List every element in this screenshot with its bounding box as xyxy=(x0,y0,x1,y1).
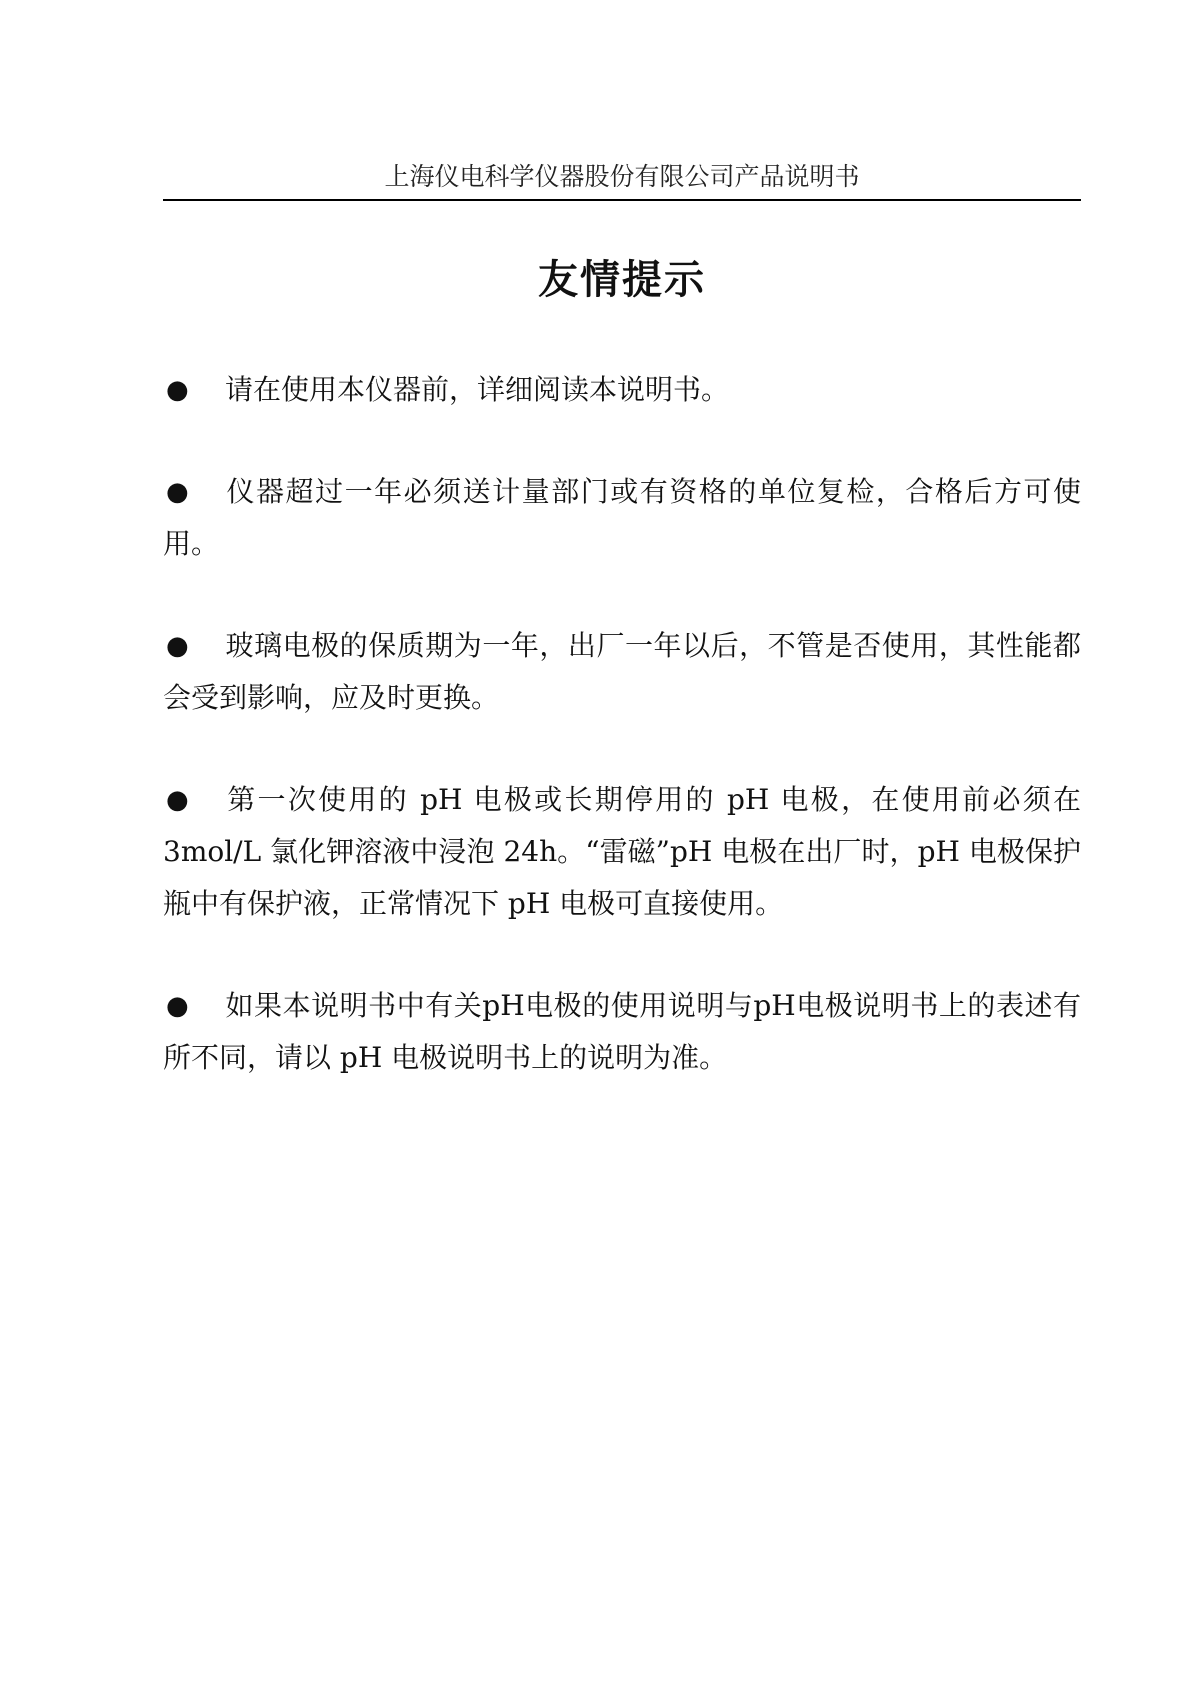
header-divider xyxy=(163,199,1081,201)
tip-text: 请在使用本仪器前，详细阅读本说明书。 xyxy=(225,373,730,406)
document-header: 上海仪电科学仪器股份有限公司产品说明书 xyxy=(384,162,860,191)
page-title: 友情提示 xyxy=(538,256,706,303)
tip-text: 仪器超过一年必须送计量部门或有资格的单位复检，合格后方可使用。 xyxy=(163,475,1081,560)
tip-item xyxy=(163,466,1081,570)
bullet-icon: ● xyxy=(166,631,189,661)
bullet-icon: ● xyxy=(166,477,189,507)
tip-item xyxy=(163,364,1081,416)
tip-text: 如果本说明书中有关pH电极的使用说明与pH电极说明书上的表述有所不同，请以 pH 电极说明书上的说明为准。 xyxy=(163,989,1081,1074)
tip-text: 玻璃电极的保质期为一年，出厂一年以后，不管是否使用，其性能都会受到影响，应及时更换。 xyxy=(163,629,1081,714)
tips-list xyxy=(163,364,1081,1134)
tip-item xyxy=(163,620,1081,724)
tip-text: 第一次使用的 pH 电极或长期停用的 pH 电极，在使用前必须在 3mol/L 氯化钾溶液中浸泡 24h。“雷磁”pH 电极在出厂时，pH 电极保护瓶中有保护液，正常情况下 pH 电极可直接使用。 xyxy=(163,783,1081,920)
tip-item xyxy=(163,774,1081,930)
bullet-icon: ● xyxy=(166,991,189,1021)
bullet-icon: ● xyxy=(166,375,189,405)
bullet-icon: ● xyxy=(166,785,189,815)
tip-item xyxy=(163,980,1081,1084)
